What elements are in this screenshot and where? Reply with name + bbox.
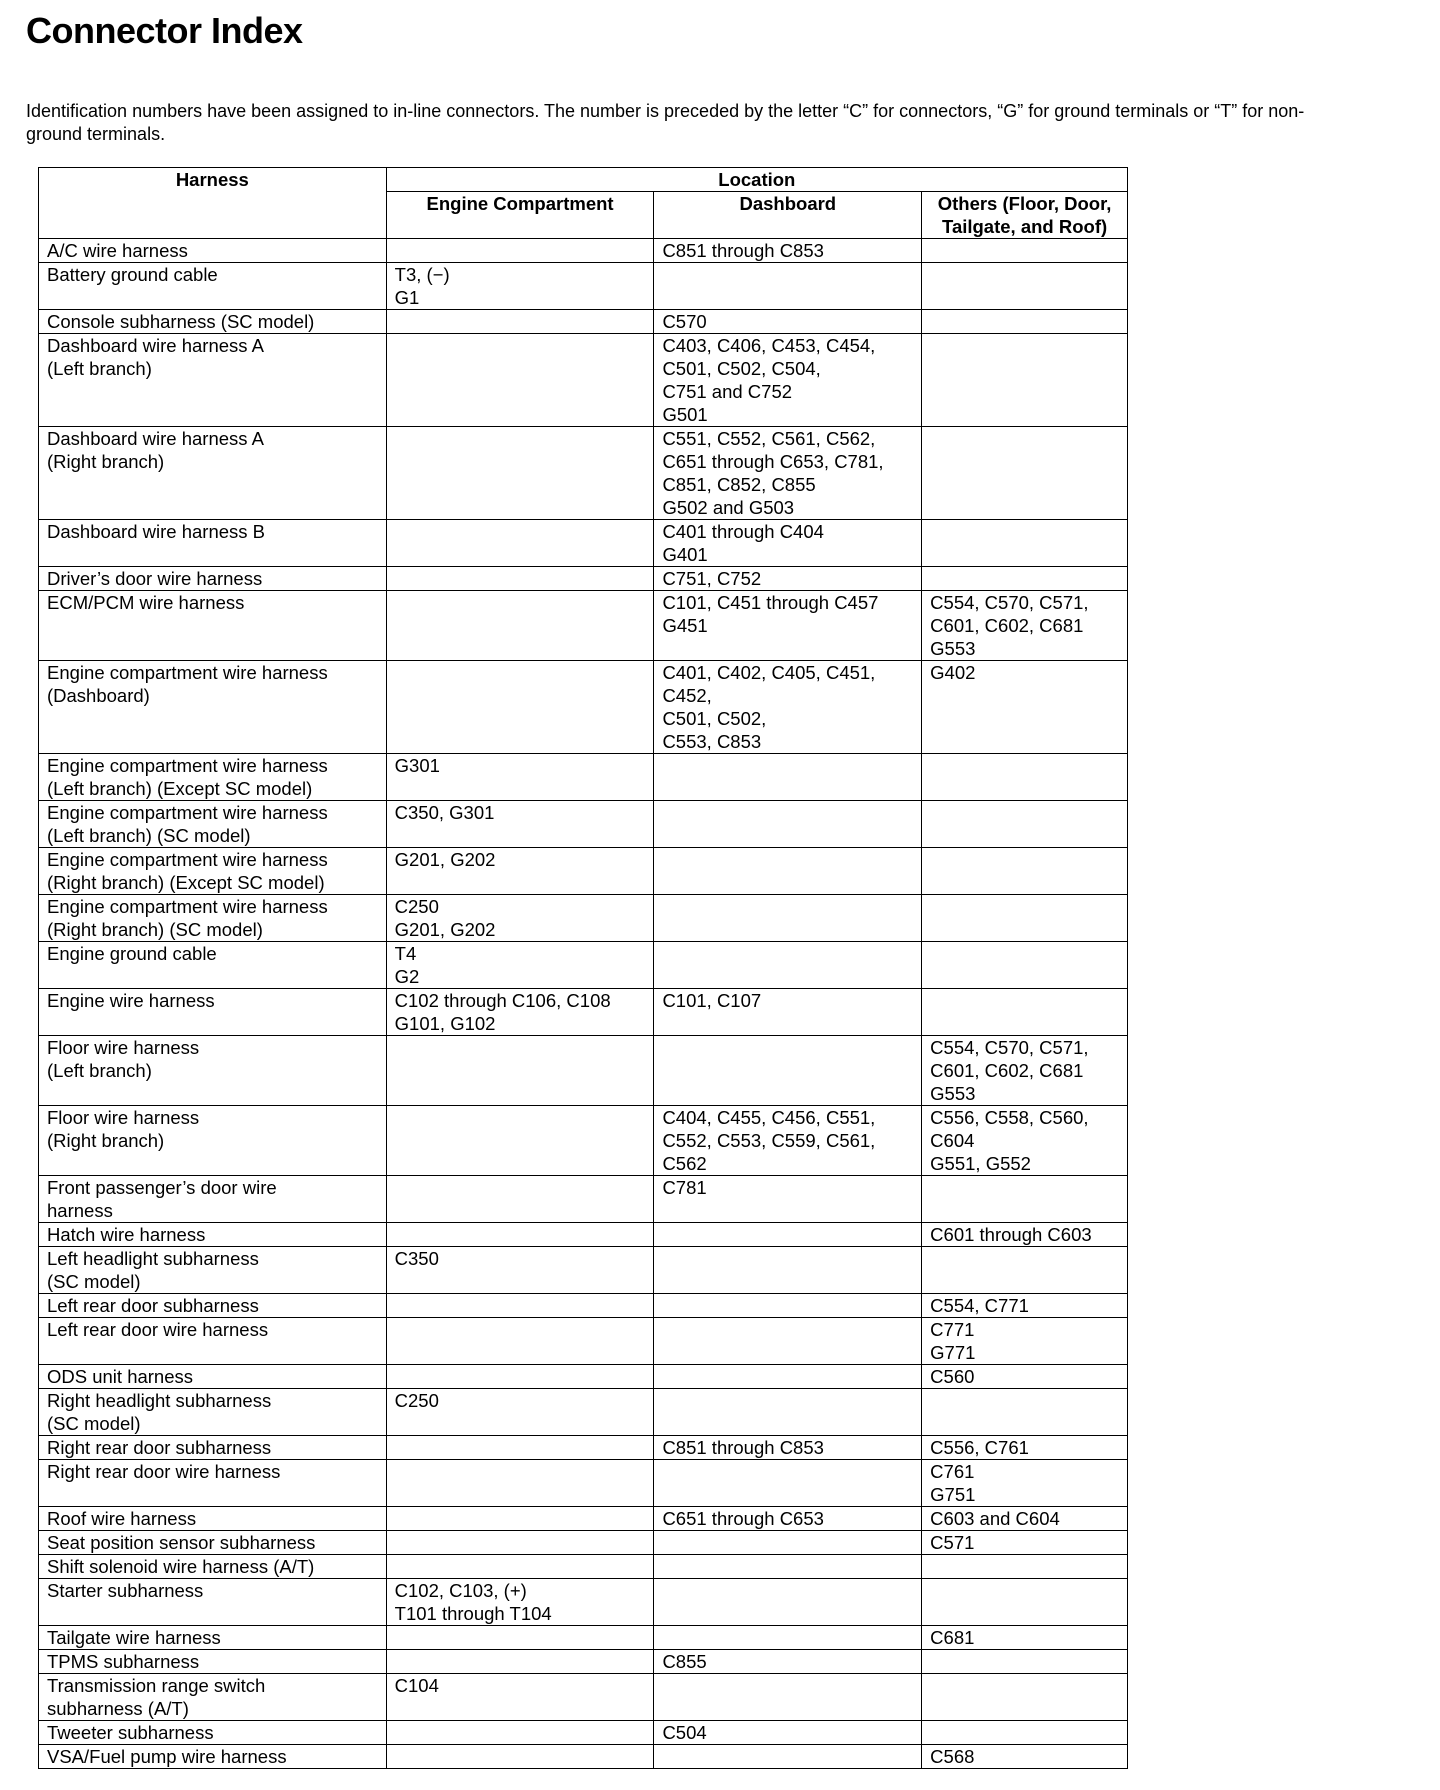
dashboard-cell xyxy=(654,1318,922,1365)
harness-cell: Floor wire harness (Left branch) xyxy=(39,1036,387,1106)
others-cell xyxy=(922,1650,1128,1674)
engine-compartment-cell: C350 xyxy=(386,1247,654,1294)
engine-compartment-cell xyxy=(386,567,654,591)
table-row xyxy=(39,1674,1128,1721)
dashboard-cell: C570 xyxy=(654,310,922,334)
engine-compartment-cell xyxy=(386,1555,654,1579)
dashboard-cell: C651 through C653 xyxy=(654,1507,922,1531)
dashboard-cell: C851 through C853 xyxy=(654,1436,922,1460)
table-row xyxy=(39,1365,1128,1389)
table-row xyxy=(39,895,1128,942)
table-row xyxy=(39,1318,1128,1365)
engine-compartment-cell xyxy=(386,1460,654,1507)
table-row xyxy=(39,1579,1128,1626)
table-row xyxy=(39,801,1128,848)
table-row xyxy=(39,1507,1128,1531)
harness-cell: Engine compartment wire harness (Right branch) (Except SC model) xyxy=(39,848,387,895)
others-cell xyxy=(922,848,1128,895)
engine-compartment-cell xyxy=(386,1721,654,1745)
engine-compartment-cell: C250 G201, G202 xyxy=(386,895,654,942)
dashboard-cell: C101, C107 xyxy=(654,989,922,1036)
others-cell xyxy=(922,1389,1128,1436)
engine-compartment-cell xyxy=(386,310,654,334)
table-row xyxy=(39,1626,1128,1650)
harness-cell: Left rear door subharness xyxy=(39,1294,387,1318)
others-cell xyxy=(922,989,1128,1036)
dashboard-cell xyxy=(654,1555,922,1579)
engine-compartment-cell: G201, G202 xyxy=(386,848,654,895)
engine-compartment-cell xyxy=(386,1745,654,1769)
others-cell xyxy=(922,1555,1128,1579)
harness-cell: Left headlight subharness (SC model) xyxy=(39,1247,387,1294)
engine-compartment-cell xyxy=(386,1294,654,1318)
others-cell: C554, C570, C571, C601, C602, C681 G553 xyxy=(922,591,1128,661)
table-row xyxy=(39,1294,1128,1318)
table-row xyxy=(39,848,1128,895)
engine-compartment-cell xyxy=(386,1507,654,1531)
others-cell xyxy=(922,1674,1128,1721)
engine-compartment-cell xyxy=(386,334,654,427)
engine-compartment-cell xyxy=(386,1365,654,1389)
harness-cell: Battery ground cable xyxy=(39,263,387,310)
dashboard-cell: C551, C552, C561, C562, C651 through C653, C781, C851, C852, C855 G502 and G503 xyxy=(654,427,922,520)
dashboard-cell xyxy=(654,754,922,801)
others-cell: G402 xyxy=(922,661,1128,754)
others-cell xyxy=(922,334,1128,427)
header-row-top xyxy=(39,168,1128,192)
table-row xyxy=(39,1223,1128,1247)
harness-cell: Engine compartment wire harness (Left branch) (SC model) xyxy=(39,801,387,848)
dashboard-cell xyxy=(654,1579,922,1626)
harness-cell: Dashboard wire harness A (Left branch) xyxy=(39,334,387,427)
dashboard-cell xyxy=(654,1626,922,1650)
engine-compartment-cell xyxy=(386,1626,654,1650)
dashboard-cell: C504 xyxy=(654,1721,922,1745)
intro-paragraph: Identification numbers have been assigned to in-line connectors. The number is preceded by the letter “C” for connectors, “G” for ground terminals or “T” for non-ground terminals. xyxy=(26,101,1305,144)
engine-compartment-cell xyxy=(386,591,654,661)
table-row xyxy=(39,942,1128,989)
dashboard-cell: C101, C451 through C457 G451 xyxy=(654,591,922,661)
dashboard-cell xyxy=(654,1294,922,1318)
harness-cell: Engine compartment wire harness (Left branch) (Except SC model) xyxy=(39,754,387,801)
others-cell xyxy=(922,1579,1128,1626)
others-cell xyxy=(922,801,1128,848)
harness-cell: Transmission range switch subharness (A/T) xyxy=(39,1674,387,1721)
engine-compartment-cell xyxy=(386,1036,654,1106)
harness-cell: ODS unit harness xyxy=(39,1365,387,1389)
header-dashboard: Dashboard xyxy=(654,192,922,239)
others-cell xyxy=(922,310,1128,334)
engine-compartment-cell: C350, G301 xyxy=(386,801,654,848)
others-cell xyxy=(922,427,1128,520)
harness-cell: ECM/PCM wire harness xyxy=(39,591,387,661)
engine-compartment-cell xyxy=(386,427,654,520)
harness-cell: Console subharness (SC model) xyxy=(39,310,387,334)
harness-cell: Right rear door wire harness xyxy=(39,1460,387,1507)
engine-compartment-cell: T3, (−) G1 xyxy=(386,263,654,310)
others-cell: C568 xyxy=(922,1745,1128,1769)
engine-compartment-cell xyxy=(386,1650,654,1674)
table-row xyxy=(39,1436,1128,1460)
dashboard-cell xyxy=(654,263,922,310)
dashboard-cell: C403, C406, C453, C454, C501, C502, C504, C751 and C752 G501 xyxy=(654,334,922,427)
table-row xyxy=(39,263,1128,310)
dashboard-cell xyxy=(654,942,922,989)
engine-compartment-cell xyxy=(386,1436,654,1460)
table-row xyxy=(39,310,1128,334)
others-cell: C554, C771 xyxy=(922,1294,1128,1318)
others-cell: C681 xyxy=(922,1626,1128,1650)
table-row xyxy=(39,1555,1128,1579)
table-row xyxy=(39,989,1128,1036)
others-cell: C761 G751 xyxy=(922,1460,1128,1507)
table-row xyxy=(39,1460,1128,1507)
engine-compartment-cell xyxy=(386,1318,654,1365)
table-row xyxy=(39,1745,1128,1769)
dashboard-cell: C401 through C404 G401 xyxy=(654,520,922,567)
harness-cell: VSA/Fuel pump wire harness xyxy=(39,1745,387,1769)
dashboard-cell: C751, C752 xyxy=(654,567,922,591)
others-cell xyxy=(922,1721,1128,1745)
table-row xyxy=(39,1531,1128,1555)
engine-compartment-cell: G301 xyxy=(386,754,654,801)
harness-cell: Floor wire harness (Right branch) xyxy=(39,1106,387,1176)
harness-cell: Dashboard wire harness A (Right branch) xyxy=(39,427,387,520)
engine-compartment-cell xyxy=(386,520,654,567)
harness-cell: Roof wire harness xyxy=(39,1507,387,1531)
table-row xyxy=(39,239,1128,263)
harness-cell: Starter subharness xyxy=(39,1579,387,1626)
engine-compartment-cell: C102 through C106, C108 G101, G102 xyxy=(386,989,654,1036)
engine-compartment-cell: C104 xyxy=(386,1674,654,1721)
dashboard-cell xyxy=(654,1531,922,1555)
engine-compartment-cell xyxy=(386,1531,654,1555)
dashboard-cell xyxy=(654,1247,922,1294)
dashboard-cell xyxy=(654,1036,922,1106)
harness-cell: Hatch wire harness xyxy=(39,1223,387,1247)
others-cell xyxy=(922,239,1128,263)
dashboard-cell xyxy=(654,1460,922,1507)
harness-cell: Right headlight subharness (SC model) xyxy=(39,1389,387,1436)
others-cell: C771 G771 xyxy=(922,1318,1128,1365)
dashboard-cell: C401, C402, C405, C451, C452, C501, C502, C553, C853 xyxy=(654,661,922,754)
dashboard-cell xyxy=(654,1365,922,1389)
page-title: Connector Index xyxy=(26,10,303,51)
header-location: Location xyxy=(386,168,1127,192)
table-row xyxy=(39,1389,1128,1436)
others-cell: C571 xyxy=(922,1531,1128,1555)
dashboard-cell: C404, C455, C456, C551, C552, C553, C559, C561, C562 xyxy=(654,1106,922,1176)
engine-compartment-cell: T4 G2 xyxy=(386,942,654,989)
dashboard-cell: C851 through C853 xyxy=(654,239,922,263)
engine-compartment-cell xyxy=(386,1223,654,1247)
harness-cell: Engine compartment wire harness (Dashboard) xyxy=(39,661,387,754)
engine-compartment-cell xyxy=(386,1106,654,1176)
others-cell xyxy=(922,1247,1128,1294)
harness-cell: Left rear door wire harness xyxy=(39,1318,387,1365)
others-cell xyxy=(922,520,1128,567)
table-row xyxy=(39,334,1128,427)
others-cell: C556, C558, C560, C604 G551, G552 xyxy=(922,1106,1128,1176)
header-engine-compartment: Engine Compartment xyxy=(386,192,654,239)
table-row xyxy=(39,1176,1128,1223)
dashboard-cell xyxy=(654,801,922,848)
others-cell xyxy=(922,1176,1128,1223)
others-cell: C601 through C603 xyxy=(922,1223,1128,1247)
header-others: Others (Floor, Door, Tailgate, and Roof) xyxy=(922,192,1128,239)
others-cell: C554, C570, C571, C601, C602, C681 G553 xyxy=(922,1036,1128,1106)
engine-compartment-cell: C102, C103, (+) T101 through T104 xyxy=(386,1579,654,1626)
harness-cell: Front passenger’s door wire harness xyxy=(39,1176,387,1223)
harness-cell: Dashboard wire harness B xyxy=(39,520,387,567)
dashboard-cell: C781 xyxy=(654,1176,922,1223)
harness-cell: Driver’s door wire harness xyxy=(39,567,387,591)
dashboard-cell xyxy=(654,1389,922,1436)
harness-cell: Seat position sensor subharness xyxy=(39,1531,387,1555)
table-body xyxy=(39,239,1128,1769)
table-row xyxy=(39,567,1128,591)
harness-cell: Engine compartment wire harness (Right branch) (SC model) xyxy=(39,895,387,942)
table-row xyxy=(39,591,1128,661)
engine-compartment-cell: C250 xyxy=(386,1389,654,1436)
table-row xyxy=(39,1036,1128,1106)
dashboard-cell xyxy=(654,1223,922,1247)
harness-cell: Shift solenoid wire harness (A/T) xyxy=(39,1555,387,1579)
table-row xyxy=(39,1106,1128,1176)
harness-cell: Engine ground cable xyxy=(39,942,387,989)
engine-compartment-cell xyxy=(386,661,654,754)
harness-cell: Engine wire harness xyxy=(39,989,387,1036)
harness-cell: TPMS subharness xyxy=(39,1650,387,1674)
dashboard-cell xyxy=(654,848,922,895)
others-cell xyxy=(922,942,1128,989)
others-cell xyxy=(922,263,1128,310)
others-cell: C560 xyxy=(922,1365,1128,1389)
harness-cell: A/C wire harness xyxy=(39,239,387,263)
dashboard-cell xyxy=(654,1674,922,1721)
table-row xyxy=(39,661,1128,754)
harness-cell: Right rear door subharness xyxy=(39,1436,387,1460)
table-row xyxy=(39,1247,1128,1294)
header-harness: Harness xyxy=(39,168,387,239)
harness-cell: Tweeter subharness xyxy=(39,1721,387,1745)
table-row xyxy=(39,754,1128,801)
dashboard-cell xyxy=(654,1745,922,1769)
others-cell xyxy=(922,754,1128,801)
table-row xyxy=(39,427,1128,520)
others-cell: C603 and C604 xyxy=(922,1507,1128,1531)
engine-compartment-cell xyxy=(386,1176,654,1223)
connector-index-table xyxy=(38,167,1128,1769)
engine-compartment-cell xyxy=(386,239,654,263)
dashboard-cell xyxy=(654,895,922,942)
others-cell xyxy=(922,567,1128,591)
table-row xyxy=(39,1650,1128,1674)
harness-cell: Tailgate wire harness xyxy=(39,1626,387,1650)
others-cell xyxy=(922,895,1128,942)
table-row xyxy=(39,1721,1128,1745)
others-cell: C556, C761 xyxy=(922,1436,1128,1460)
dashboard-cell: C855 xyxy=(654,1650,922,1674)
table-row xyxy=(39,520,1128,567)
